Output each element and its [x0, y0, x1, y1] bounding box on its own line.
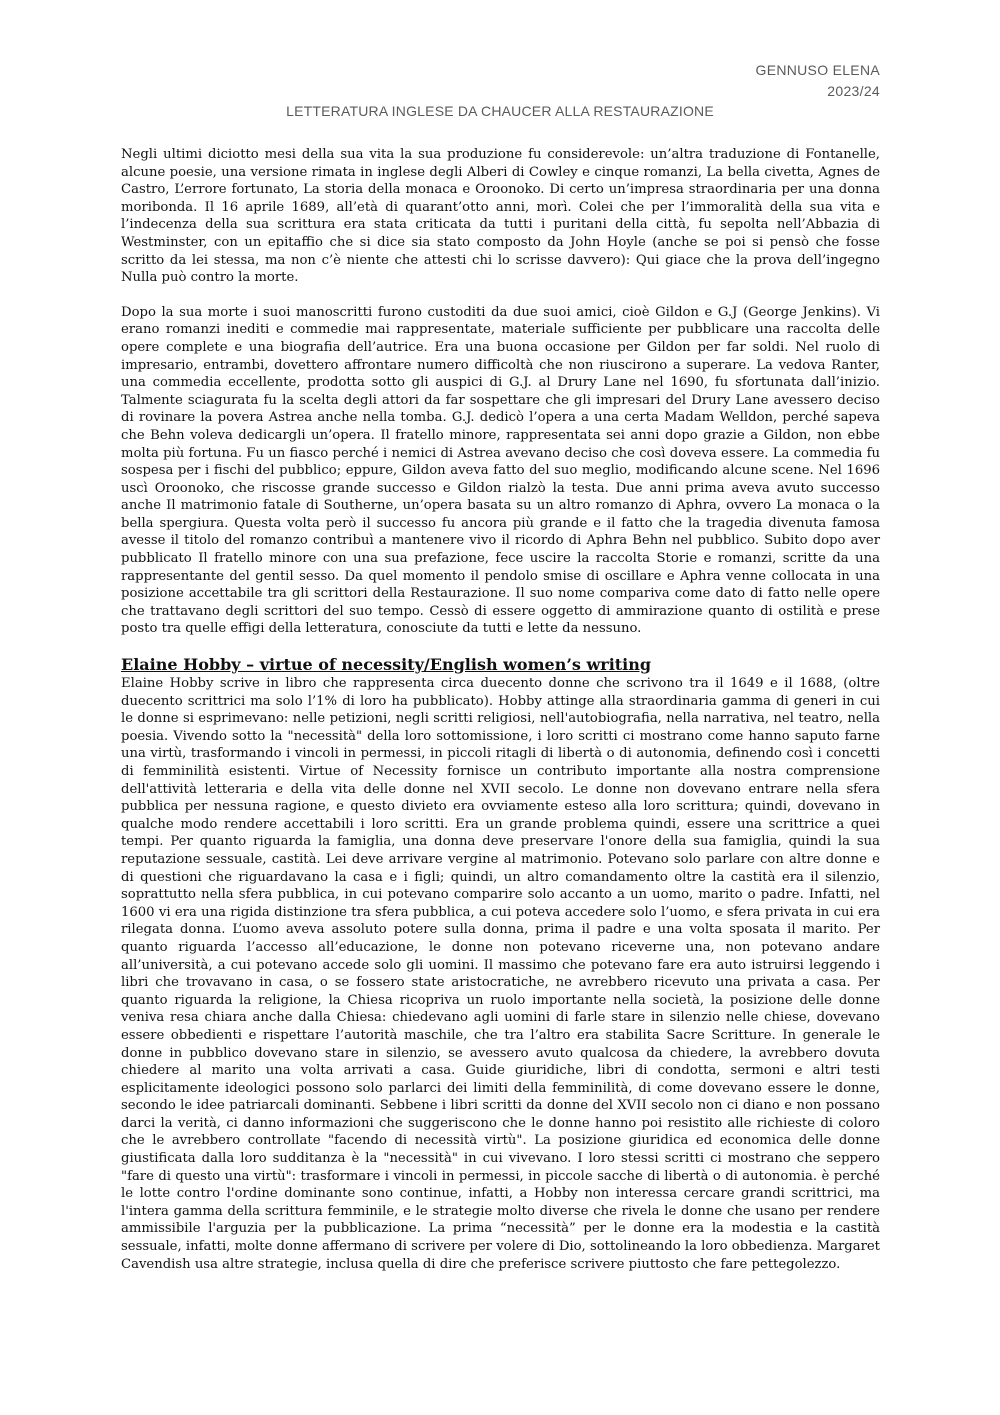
header-author: GENNUSO ELENA	[755, 62, 880, 78]
header-course-title: LETTERATURA INGLESE DA CHAUCER ALLA RESTAURAZIONE	[286, 103, 714, 119]
section-paragraph: Elaine Hobby scrive in libro che rappresenta circa duecento donne che scrivono tra il 1649 e il 1688, (oltre duecento scrittrici ma solo l’1% di loro ha pubblicato). Hobby attinge alla straordinaria gamma di generi in cui le donne si esprimevano: nelle petizioni, negli scritti religiosi, nell'autobiografia, nella narrativa, nel teatro, nella poesia. Vivendo sotto la "necessità" della loro sottomissione, i loro scritti ci mostrano come hanno saputo farne una virtù, trasformando i vincoli in permessi, in piccoli ritagli di libertà o di autonomia, definendo così i concetti di femminilità esistenti. Virtue of Necessity fornisce un contributo importante alla nostra comprensione dell'attività letteraria e della vita delle donne nel XVII secolo. Le donne non dovevano entrare nella sfera pubblica per nessuna ragione, e questo divieto era ovviamente esteso alla loro scrittura; quindi, dovevano in qualche modo rendere accettabili i loro scritti. Era un grande problema quindi, essere una scrittrice a quei tempi. Per quanto riguarda la famiglia, una donna deve preservare l'onore della sua famiglia, quindi la sua reputazione sessuale, castità. Lei deve arrivare vergine al matrimonio. Potevano solo parlare con altre donne e di questioni che riguardavano la casa e i figli; quindi, un altro comandamento oltre la castità era il silenzio, soprattutto nella sfera pubblica, in cui potevano comparire solo accanto a un uomo, marito o padre. Infatti, nel 1600 vi era una rigida distinzione tra sfera pubblica, a cui poteva accedere solo l’uomo, e sfera privata in cui era rilegata donna. L’uomo aveva assoluto potere sulla donna, prima il padre e una volta sposata il marito. Per quanto riguarda l’accesso all’educazione, le donne non potevano riceverne una, non potevano andare all’università, a cui potevano accede solo gli uomini. Il massimo che potevano fare era auto istruirsi leggendo i libri che trovavano in casa, o se fossero state aristocratiche, ne avrebbero ricevuto una privata a casa. Per quanto riguarda la religione, la Chiesa ricopriva un ruolo importante nella società, la posizione delle donne veniva resa chiara anche dalla Chiesa: chiedevano agli uomini di farle stare in silenzio nelle chiese, dovevano essere obbedienti e rispettare l’autorità maschile, che tra l’altro era stabilita Sacre Scritture. In generale le donne in pubblico dovevano stare in silenzio, se avessero avuto qualcosa da chiedere, la avrebbero dovuta chiedere al marito una volta arrivati a casa. Guide giuridiche, libri di condotta, sermoni e altri testi esplicitamente ideologici possono solo parlarci dei limiti della femminilità, di come dovevano essere le donne, secondo le idee patriarcali dominanti. Sebbene i libri scritti da donne del XVII secolo non ci diano e non possano darci la verità, ci danno informazioni che suggeriscono che le donne hanno poi resistito alle richieste di coloro che le avrebbero controllate "facendo di necessità virtù". La posizione giuridica ed economica delle donne giustificata dalla loro sudditanza è la "necessità" in cui vivevano. I loro stessi scritti ci mostrano che seppero "fare di questo una virtù": trasformare i vincoli in permessi, in piccole sacche di libertà o di autonomia. è perché le lotte contro l'ordine dominante sono continue, infatti, a Hobby non interessa cercare grandi scrittrici, ma l'intera gamma della scrittura femminile, e le strategie molto diverse che rivela le donne che usano per rendere ammissibile l'arguzia per la pubblicazione. La prima “necessità” per le donne era la modestia e la castità sessuale, infatti, molte donne affermano di scrivere per volere di Dio, sottolineando la loro obbedienza. Margaret Cavendish usa altre strategie, inclusa quella di dire che preferisce scrivere piuttosto che fare pettegolezzo.	[121, 676, 880, 1272]
header-year: 2023/24	[827, 83, 880, 99]
document-body	[121, 146, 880, 1290]
body-paragraph: Dopo la sua morte i suoi manoscritti furono custoditi da due suoi amici, cioè Gildon e G.J (George Jenkins). Vi erano romanzi inediti e commedie mai rappresentate, materiale sufficiente per pubblicare una raccolta delle opere complete e una biografia dell’autrice. Era una buona occasione per Gildon per far soldi. Nel ruolo di impresario, entrambi, dovettero affrontare numero difficoltà che non riuscirono a superare. La vedova Ranter, una commedia eccellente, prodotta sotto gli auspici di G.J. al Drury Lane nel 1690, fu sfortunata dall’inizio. Talmente sciagurata fu la scelta degli attori da far sospettare che gli impresari del Drury Lane avessero deciso di rovinare la povera Astrea anche nella tomba. G.J. dedicò l’opera a una certa Madam Welldon, perché sapeva che Behn voleva dedicargli un’opera. Il fratello minore, rappresentata sei anni dopo grazie a Gildon, non ebbe molta più fortuna. Fu un fiasco perché i nemici di Astrea avevano deciso che così doveva essere. La commedia fu sospesa per i fischi del pubblico; eppure, Gildon aveva fatto del suo meglio, modificando alcune scene. Nel 1696 uscì Oroonoko, che riscosse grande successo e Gildon rialzò la testa. Due anni prima aveva avuto successo anche Il matrimonio fatale di Southerne, un’opera basata su un altro romanzo di Aphra, ovvero La monaca o la bella spergiura. Questa volta però il successo fu ancora più grande e il fatto che la tragedia divenuta famosa avesse il titolo del romanzo contribuì a mantenere vivo il ricordo di Aphra Behn nel pubblico. Subito dopo aver pubblicato Il fratello minore con una sua prefazione, fece uscire la raccolta Storie e romanzi, scritte da una rappresentante del gentil sesso. Da quel momento il pendolo smise di oscillare e Aphra venne collocata in una posizione accettabile tra gli scrittori della Restaurazione. Il suo nome compariva come dato di fatto nelle opere che trattavano degli scrittori del suo tempo. Cessò di essere oggetto di ammirazione quanto di ostilità e prese posto tra quelle effigi della letteratura, conosciute da tutti e lette da nessuno.	[121, 304, 880, 637]
body-paragraph: Negli ultimi diciotto mesi della sua vita la sua produzione fu considerevole: un’altra traduzione di Fontanelle, alcune poesie, una versione rimata in inglese degli Alberi di Cowley e cinque romanzi, La bella civetta, Agnes de Castro, L’errore fortunato, La storia della monaca e Oroonoko. Di certo un’impresa straordinaria per una donna moribonda. Il 16 aprile 1689, all’età di quarant’otto anni, morì. Colei che per l’immoralità della sua vita e l’indecenza della sua scrittura era stata criticata da tutti i puritani della città, fu sepolta nell’Abbazia di Westminster, con un epitaffio che si dice sia stato composto da John Hoyle (anche se poi si pensò che fosse scritto da lei stessa, ma non c’è niente che attesti chi lo scrisse davvero): Qui giace che la prova dell’ingegno Nulla può contro la morte.	[121, 147, 880, 286]
section-heading: Elaine Hobby – virtue of necessity/English women’s writing	[121, 655, 652, 675]
